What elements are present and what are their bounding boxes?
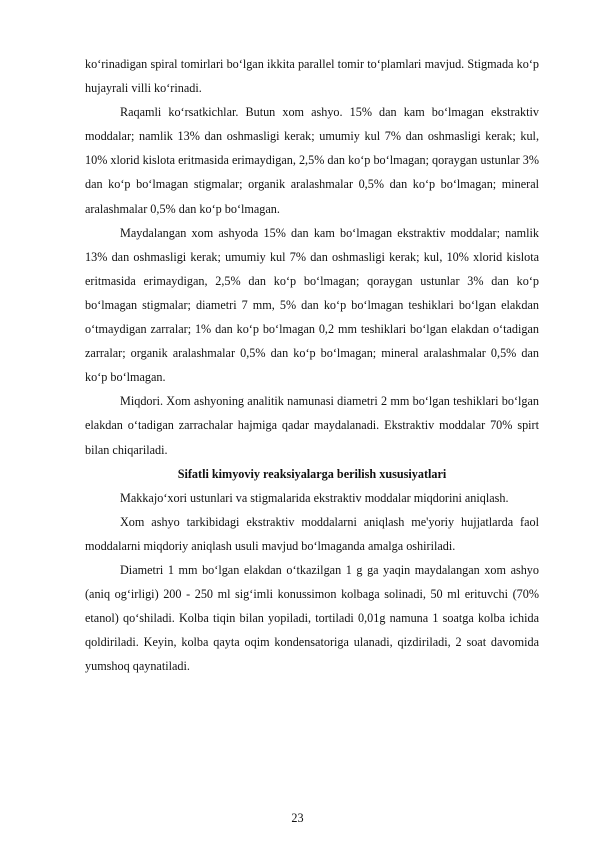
paragraph-numeric-indicators: Raqamli ko‘rsatkichlar. Butun xom ashyo. 15% dan kam bo‘lmagan ekstraktiv moddalar; namlik 13% dan oshmasligi kerak; umumiy kul 7% dan oshmasligi kerak; kul, 10% xlorid kislota eritmasida erimaydigan, 2,5% dan ko‘p bo‘lmagan; qoraygan ustunlar 3% dan ko‘p bo‘lmagan stigmalar; organik aralashmalar 0,5% dan ko‘p bo‘lmagan; mineral aralashmalar 0,5% dan ko‘p bo‘lmagan. (85, 105, 539, 216)
document-body (85, 52, 539, 678)
paragraph-quantity: Miqdori. Xom ashyoning analitik namunasi diametri 2 mm bo‘lgan teshiklari bo‘lgan elakdan o‘tadigan zarrachalar hajmiga qadar maydalanadi. Ekstraktiv moddalar 70% spirt bilan chiqariladi. (85, 394, 539, 457)
paragraph-method-note: Xom ashyo tarkibidagi ekstraktiv moddalarni aniqlash me'yoriy hujjatlarda faol moddalarni miqdoriy aniqlash usuli mavjud bo‘lmaganda amalga oshiriladi. (85, 514, 539, 553)
paragraph-determination: Makkajo‘xori ustunlari va stigmalarida ekstraktiv moddalar miqdorini aniqlash. (120, 490, 509, 505)
page-number: 23 (291, 811, 304, 825)
paragraph-continuation: ko‘rinadigan spiral tomirlari bo‘lgan ikkita parallel tomir to‘plamlari mavjud. Stigmada ko‘p hujayrali villi ko‘rinadi. (85, 57, 539, 96)
paragraph-procedure: Diametri 1 mm bo‘lgan elakdan o‘tkazilgan 1 g ga yaqin maydalangan xom ashyo (aniq og‘irligi) 200 - 250 ml sig‘imli konussimon kolbaga solinadi, 50 ml erituvchi (70% etanol) qo‘shiladi. Kolba tiqin bilan yopiladi, tortiladi 0,01g namuna 1 soatga kolba ichida qoldiriladi. Keyin, kolba qayta oqim kondensatoriga ulanadi, qizdiriladi, 2 soat davomida yumshoq qaynatiladi. (85, 562, 539, 674)
paragraph-ground-material: Maydalangan xom ashyoda 15% dan kam bo‘lmagan ekstraktiv moddalar; namlik 13% dan oshmasligi kerak; umumiy kul 7% dan oshmasligi kerak; kul, 10% xlorid kislota eritmasida erimaydigan, 2,5% dan ko‘p bo‘lmagan; qoraygan ustunlar 3% dan ko‘p bo‘lmagan stigmalar; diametri 7 mm, 5% dan ko‘p bo‘lmagan teshiklari bo‘lgan elakdan o‘tmaydigan zarralar; 1% dan ko‘p bo‘lmagan 0,2 mm teshiklari bo‘lgan elakdan o‘tadigan zarralar; organik aralashmalar 0,5% dan ko‘p bo‘lmagan; mineral aralashmalar 0,5% dan ko‘p bo‘lmagan. (85, 225, 539, 385)
section-heading: Sifatli kimyoviy reaksiyalarga berilish xususiyatlari (177, 466, 447, 481)
